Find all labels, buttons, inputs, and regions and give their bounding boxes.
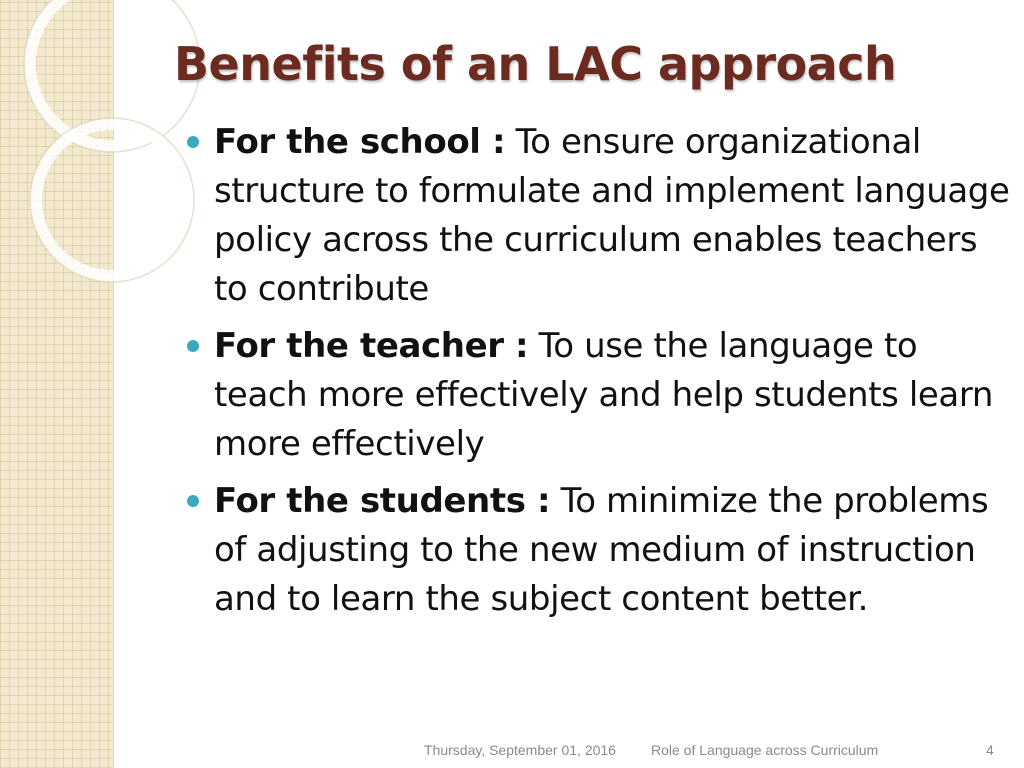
page-number: 4: [986, 742, 994, 758]
bullet-term: For the students :: [214, 481, 551, 521]
bullet-term: For the school :: [214, 122, 506, 162]
ring-decoration-icon: [0, 0, 200, 300]
bullet-term: For the teacher :: [214, 326, 529, 366]
bullet-text: To use the language to teach more effectively and help students learn more effectively: [214, 326, 993, 464]
bullet-dot-icon: [187, 495, 199, 507]
bullet-list: [214, 118, 1014, 632]
bullet-dot-icon: [187, 136, 199, 148]
bullet-school: [214, 118, 1014, 314]
bullet-text: To minimize the problems of adjusting to the new medium of instruction and to learn the subject content better.: [214, 481, 989, 619]
bullet-students: [214, 477, 1014, 624]
footer-title: Role of Language across Curriculum: [651, 742, 879, 758]
footer-date: Thursday, September 01, 2016: [424, 742, 616, 758]
slide-title: Benefits of an LAC approach: [174, 37, 897, 91]
bullet-dot-icon: [187, 340, 199, 352]
bullet-teacher: [214, 322, 1014, 469]
bullet-text: To ensure organizational structure to formulate and implement language policy across the curriculum enables teachers to contribute: [214, 122, 1010, 309]
